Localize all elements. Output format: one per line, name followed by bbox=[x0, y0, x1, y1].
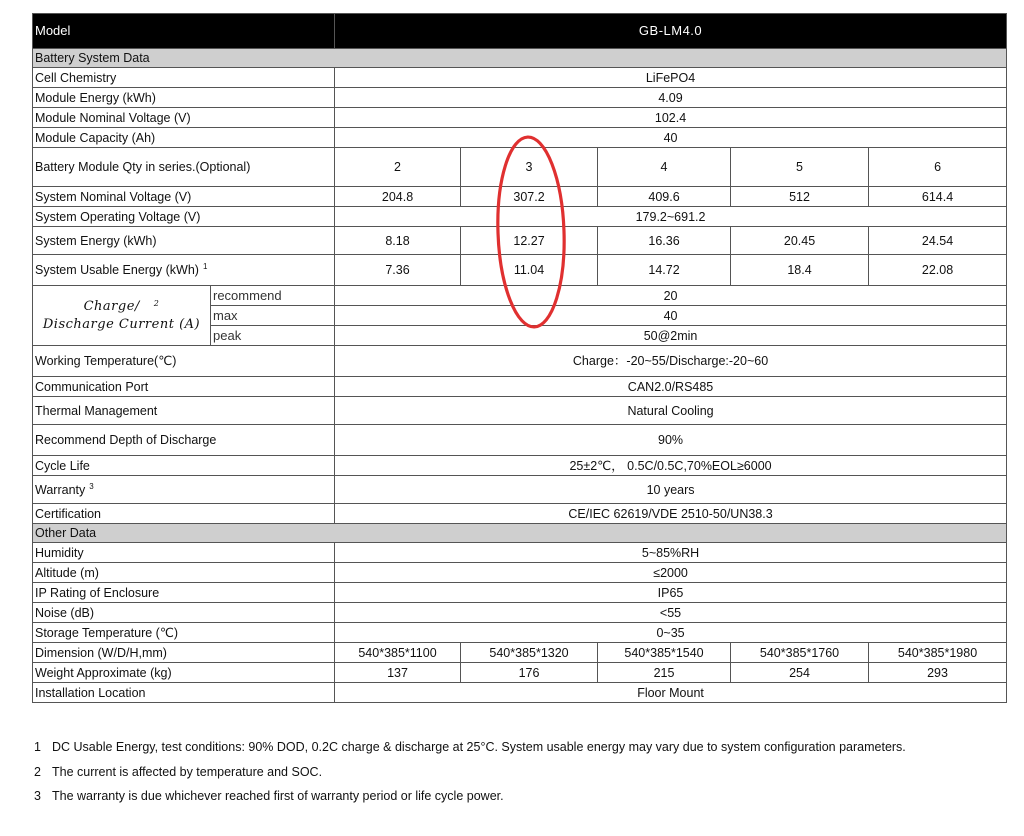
table-row bbox=[33, 504, 1007, 524]
sys-voltage-6: 614.4 bbox=[869, 187, 1007, 207]
usable-energy-3: 11.04 bbox=[461, 255, 598, 286]
ip-rating-label: IP Rating of Enclosure bbox=[33, 583, 335, 603]
comm-port-label: Communication Port bbox=[33, 377, 335, 397]
usable-energy-label-text: System Usable Energy (kWh) bbox=[35, 263, 199, 277]
model-value: GB-LM4.0 bbox=[335, 14, 1007, 49]
thermal-value: Natural Cooling bbox=[335, 397, 1007, 425]
table-row bbox=[33, 346, 1007, 377]
table-row bbox=[33, 227, 1007, 255]
peak-label: peak bbox=[211, 326, 335, 346]
sys-energy-5: 20.45 bbox=[731, 227, 869, 255]
noise-label: Noise (dB) bbox=[33, 603, 335, 623]
module-energy-value: 4.09 bbox=[335, 88, 1007, 108]
table-row bbox=[33, 148, 1007, 187]
charge-label-line1-text: Charge/ bbox=[83, 298, 140, 314]
usable-energy-5: 18.4 bbox=[731, 255, 869, 286]
dimension-label: Dimension (W/D/H,mm) bbox=[33, 643, 335, 663]
footnote-number: 2 bbox=[34, 764, 41, 779]
dimension-2: 540*385*1100 bbox=[335, 643, 461, 663]
sys-voltage-5: 512 bbox=[731, 187, 869, 207]
footnote-ref-3: 3 bbox=[89, 481, 94, 491]
storage-temp-value: 0~35 bbox=[335, 623, 1007, 643]
ip-rating-value: IP65 bbox=[335, 583, 1007, 603]
dimension-6: 540*385*1980 bbox=[869, 643, 1007, 663]
working-temp-value: Charge：-20~55/Discharge:-20~60 bbox=[335, 346, 1007, 377]
usable-energy-label bbox=[33, 255, 335, 286]
humidity-label: Humidity bbox=[33, 543, 335, 563]
other-section-title: Other Data bbox=[33, 524, 1007, 543]
module-capacity-label: Module Capacity (Ah) bbox=[33, 128, 335, 148]
other-section-row bbox=[33, 524, 1007, 543]
battery-section-row bbox=[33, 49, 1007, 68]
sys-energy-4: 16.36 bbox=[598, 227, 731, 255]
battery-section-title: Battery System Data bbox=[33, 49, 1007, 68]
altitude-label: Altitude (m) bbox=[33, 563, 335, 583]
dimension-4: 540*385*1540 bbox=[598, 643, 731, 663]
charge-label-line2: Discharge Current (A) bbox=[42, 316, 201, 332]
op-voltage-label: System Operating Voltage (V) bbox=[33, 207, 335, 227]
humidity-value: 5~85%RH bbox=[335, 543, 1007, 563]
table-row bbox=[33, 286, 1007, 306]
table-row bbox=[33, 603, 1007, 623]
table-row bbox=[33, 425, 1007, 456]
dod-label: Recommend Depth of Discharge bbox=[33, 425, 335, 456]
dimension-3: 540*385*1320 bbox=[461, 643, 598, 663]
weight-label: Weight Approximate (kg) bbox=[33, 663, 335, 683]
sys-energy-3: 12.27 bbox=[461, 227, 598, 255]
sys-energy-2: 8.18 bbox=[335, 227, 461, 255]
table-row bbox=[33, 68, 1007, 88]
sys-voltage-4: 409.6 bbox=[598, 187, 731, 207]
sys-voltage-2: 204.8 bbox=[335, 187, 461, 207]
model-label: Model bbox=[33, 14, 335, 49]
footnote-text: The warranty is due whichever reached first of warranty period or life cycle power. bbox=[52, 789, 504, 803]
table-row bbox=[33, 563, 1007, 583]
table-row bbox=[33, 187, 1007, 207]
footnote-number: 3 bbox=[34, 789, 41, 803]
warranty-value: 10 years bbox=[335, 476, 1007, 504]
table-row bbox=[33, 543, 1007, 563]
weight-5: 254 bbox=[731, 663, 869, 683]
footnote-ref-2: 2 bbox=[153, 298, 160, 308]
cycle-life-label: Cycle Life bbox=[33, 456, 335, 476]
model-row bbox=[33, 14, 1007, 49]
footnote-3 bbox=[34, 786, 906, 811]
comm-port-value: CAN2.0/RS485 bbox=[335, 377, 1007, 397]
qty-2: 2 bbox=[335, 148, 461, 187]
module-energy-label: Module Energy (kWh) bbox=[33, 88, 335, 108]
warranty-label-text: Warranty bbox=[35, 482, 86, 497]
table-row bbox=[33, 683, 1007, 703]
footnote-text: The current is affected by temperature and SOC. bbox=[52, 764, 323, 779]
thermal-label: Thermal Management bbox=[33, 397, 335, 425]
qty-3: 3 bbox=[461, 148, 598, 187]
charge-label-line1 bbox=[35, 298, 208, 316]
peak-value: 50@2min bbox=[335, 326, 1007, 346]
dod-value: 90% bbox=[335, 425, 1007, 456]
storage-temp-label: Storage Temperature (℃) bbox=[33, 623, 335, 643]
recommend-value: 20 bbox=[335, 286, 1007, 306]
weight-4: 215 bbox=[598, 663, 731, 683]
footnotes bbox=[34, 737, 906, 811]
qty-label: Battery Module Qty in series.(Optional) bbox=[33, 148, 335, 187]
weight-6: 293 bbox=[869, 663, 1007, 683]
warranty-label bbox=[33, 476, 335, 504]
table-row bbox=[33, 583, 1007, 603]
table-row bbox=[33, 255, 1007, 286]
qty-4: 4 bbox=[598, 148, 731, 187]
table-row bbox=[33, 377, 1007, 397]
module-voltage-label: Module Nominal Voltage (V) bbox=[33, 108, 335, 128]
sys-energy-label: System Energy (kWh) bbox=[33, 227, 335, 255]
recommend-label: recommend bbox=[211, 286, 335, 306]
sys-energy-6: 24.54 bbox=[869, 227, 1007, 255]
footnote-ref-1: 1 bbox=[202, 262, 208, 271]
usable-energy-6: 22.08 bbox=[869, 255, 1007, 286]
max-value: 40 bbox=[335, 306, 1007, 326]
weight-2: 137 bbox=[335, 663, 461, 683]
weight-3: 176 bbox=[461, 663, 598, 683]
table-row bbox=[33, 108, 1007, 128]
sys-voltage-label: System Nominal Voltage (V) bbox=[33, 187, 335, 207]
table-row bbox=[33, 207, 1007, 227]
op-voltage-value: 179.2~691.2 bbox=[335, 207, 1007, 227]
cell-chemistry-label: Cell Chemistry bbox=[33, 68, 335, 88]
footnote-2 bbox=[34, 762, 906, 787]
charge-current-label bbox=[33, 286, 211, 346]
module-capacity-value: 40 bbox=[335, 128, 1007, 148]
table-row bbox=[33, 88, 1007, 108]
sys-voltage-3: 307.2 bbox=[461, 187, 598, 207]
certification-label: Certification bbox=[33, 504, 335, 524]
cycle-life-value: 25±2℃， 0.5C/0.5C,70%EOL≥6000 bbox=[335, 456, 1007, 476]
usable-energy-2: 7.36 bbox=[335, 255, 461, 286]
module-voltage-value: 102.4 bbox=[335, 108, 1007, 128]
max-label: max bbox=[211, 306, 335, 326]
working-temp-label: Working Temperature(℃) bbox=[33, 346, 335, 377]
spec-table bbox=[32, 13, 1007, 703]
certification-value: CE/IEC 62619/VDE 2510-50/UN38.3 bbox=[335, 504, 1007, 524]
footnote-number: 1 bbox=[34, 740, 41, 754]
table-row bbox=[33, 643, 1007, 663]
altitude-value: ≤2000 bbox=[335, 563, 1007, 583]
qty-5: 5 bbox=[731, 148, 869, 187]
table-row bbox=[33, 456, 1007, 476]
footnote-text: DC Usable Energy, test conditions: 90% DOD, 0.2C charge & discharge at 25°C. System usable energy may vary due to system configuration parameters. bbox=[52, 740, 906, 754]
usable-energy-4: 14.72 bbox=[598, 255, 731, 286]
table-row bbox=[33, 476, 1007, 504]
installation-value: Floor Mount bbox=[335, 683, 1007, 703]
table-row bbox=[33, 397, 1007, 425]
qty-6: 6 bbox=[869, 148, 1007, 187]
cell-chemistry-value: LiFePO4 bbox=[335, 68, 1007, 88]
noise-value: <55 bbox=[335, 603, 1007, 623]
dimension-5: 540*385*1760 bbox=[731, 643, 869, 663]
table-row bbox=[33, 623, 1007, 643]
table-row bbox=[33, 663, 1007, 683]
installation-label: Installation Location bbox=[33, 683, 335, 703]
table-row bbox=[33, 128, 1007, 148]
footnote-1 bbox=[34, 737, 906, 762]
